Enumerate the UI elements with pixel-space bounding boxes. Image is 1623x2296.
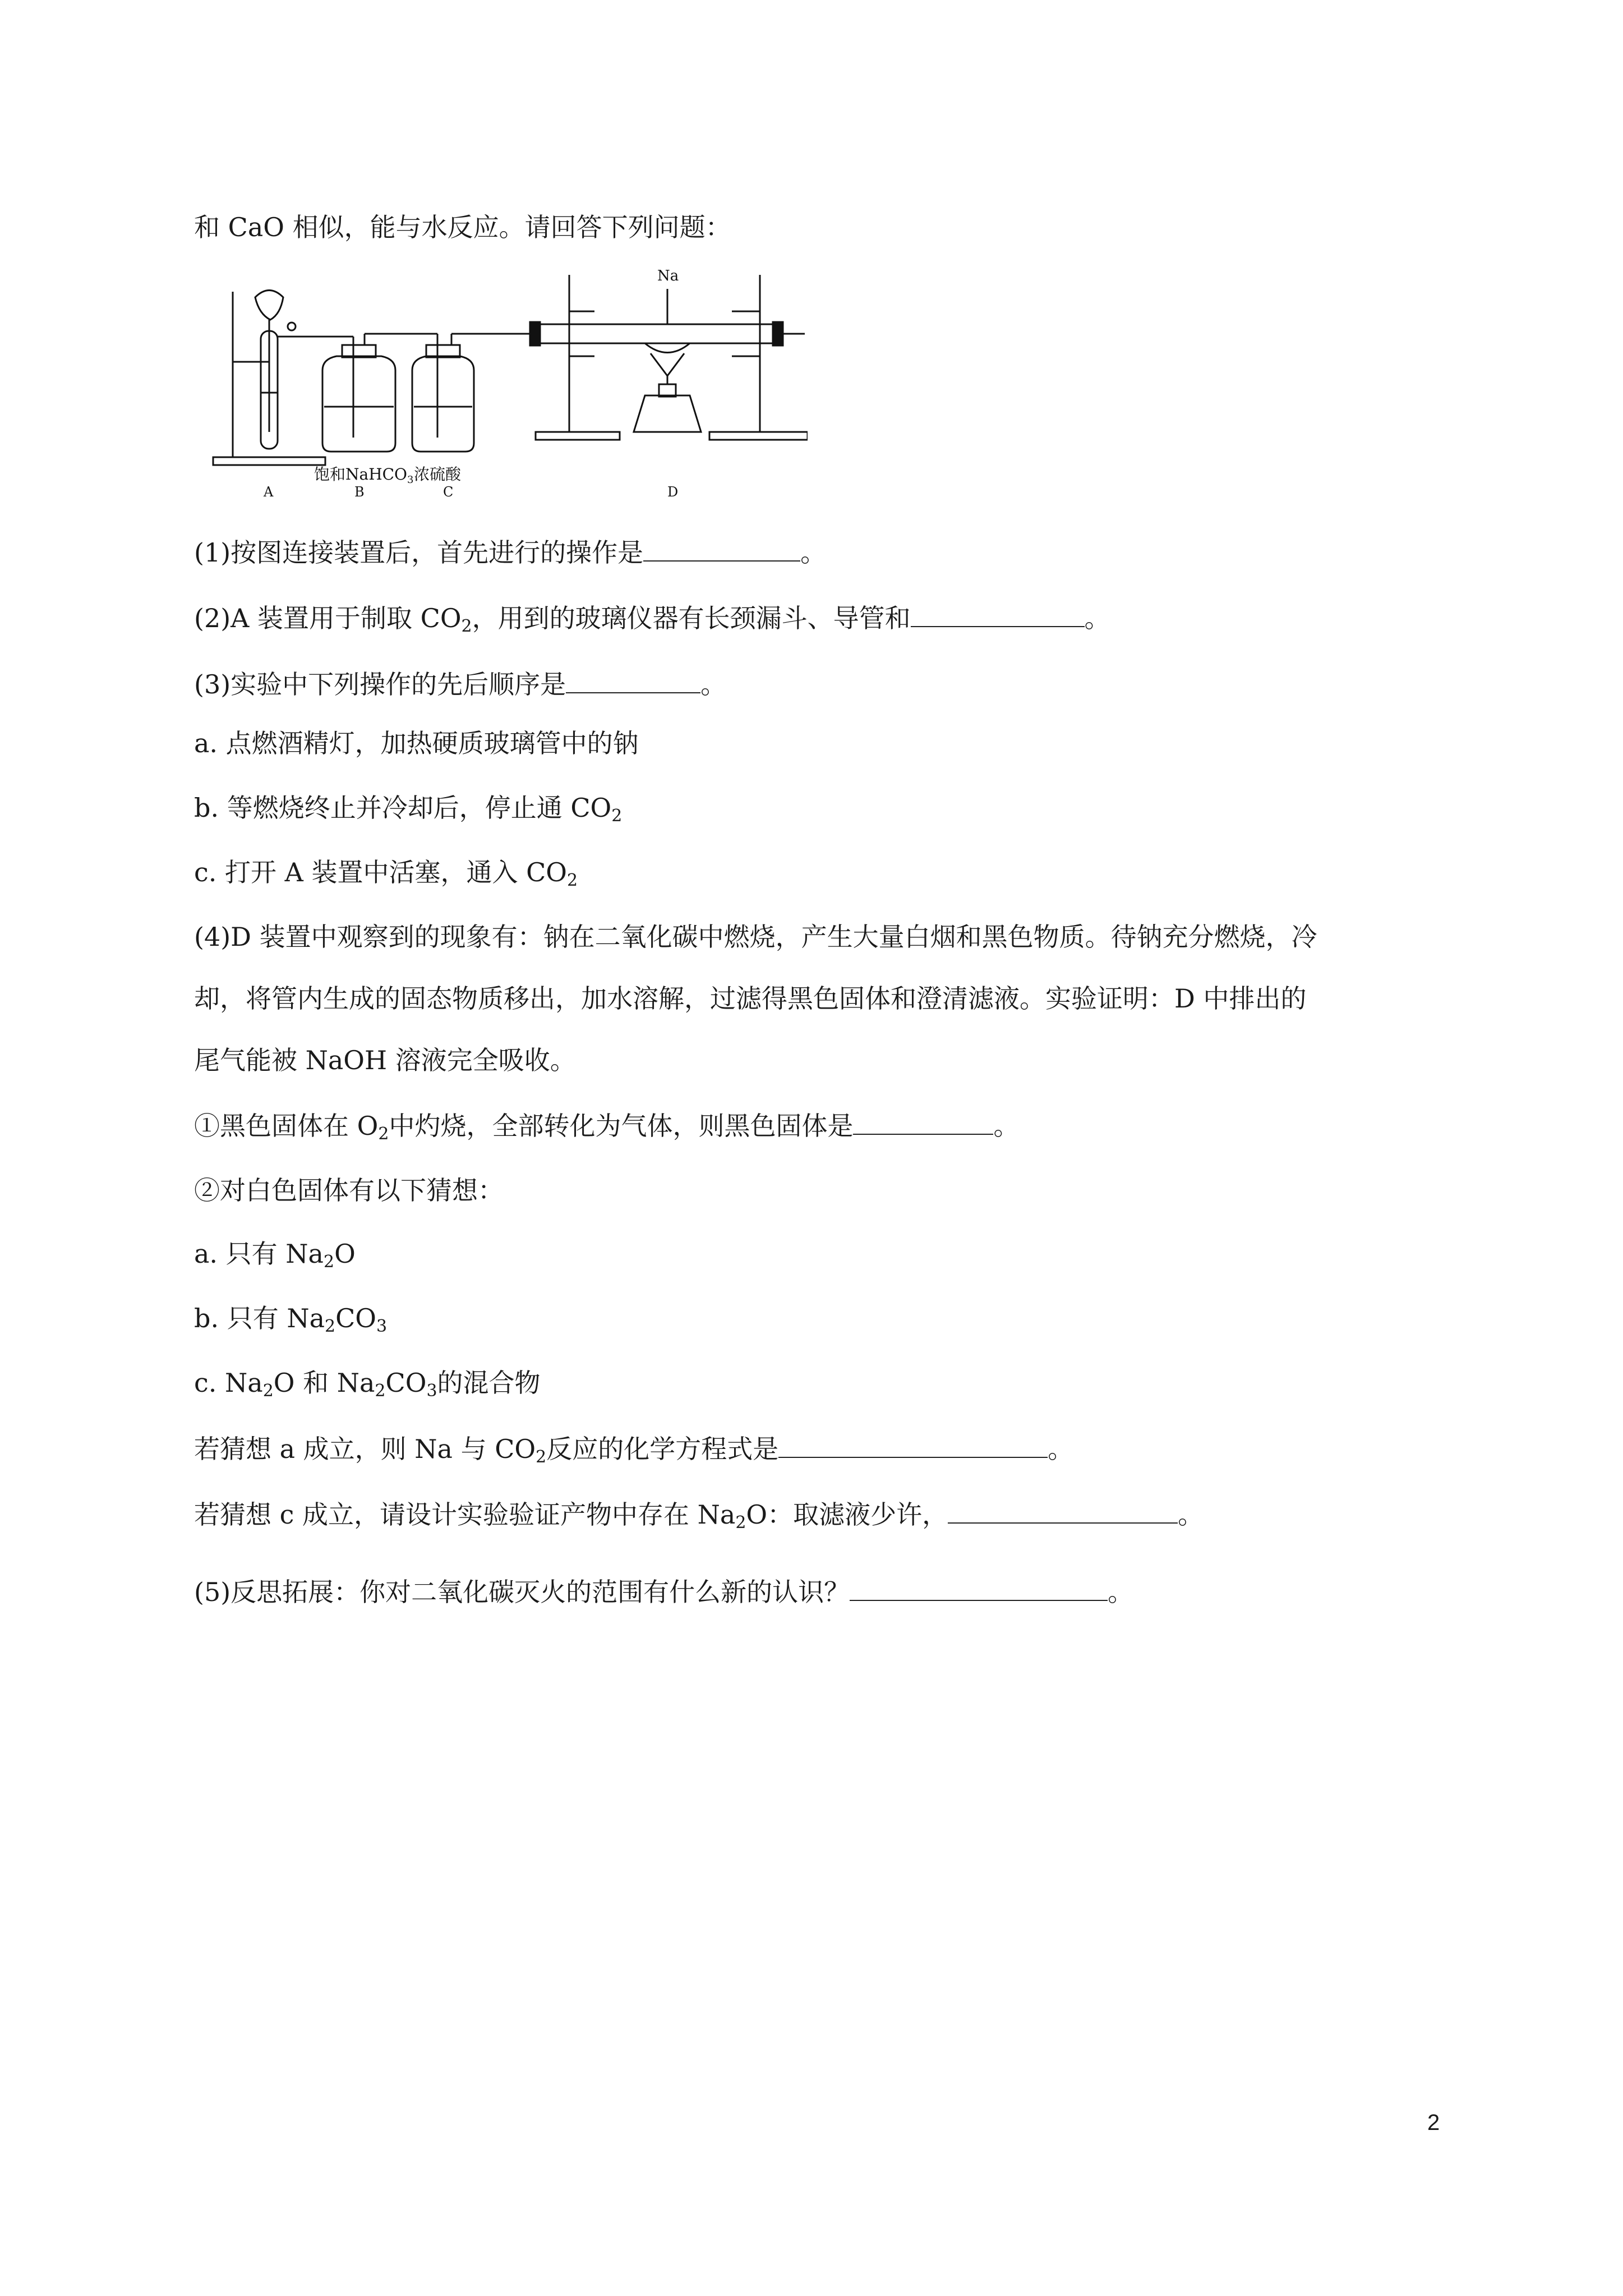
option-3c: c. 打开 A 装置中活塞，通入 $CO_2$ xyxy=(194,857,578,890)
question-1: (1)按图连接装置后，首先进行的操作是 。 xyxy=(194,537,827,568)
option-3a: a. 点燃酒精灯，加热硬质玻璃管中的钠 xyxy=(194,728,639,758)
label-b: 饱和NaHCO$_3$ xyxy=(314,465,414,486)
answer-blank-equation[interactable] xyxy=(778,1434,1048,1458)
question-3: (3)实验中下列操作的先后顺序是 。 xyxy=(194,669,727,700)
letter-c: C xyxy=(443,484,454,499)
intro-text: 和 CaO 相似，能与水反应。请回答下列问题： xyxy=(194,212,731,242)
answer-blank-3[interactable] xyxy=(566,670,700,693)
guess-b: b. 只有 $Na_2CO_3$ xyxy=(194,1303,388,1336)
apparatus-figure xyxy=(202,264,808,499)
option-3b: b. 等燃烧终止并冷却后，停止通 $CO_2$ xyxy=(194,793,623,826)
answer-blank-5[interactable] xyxy=(850,1577,1108,1601)
question-5: (5)反思拓展：你对二氧化碳灭火的范围有什么新的认识？ 。 xyxy=(194,1577,1134,1607)
if-guess-a: 若猜想 a 成立，则 Na 与 $CO_2$反应的化学方程式是 。 xyxy=(194,1434,1074,1467)
alcohol-lamp xyxy=(634,395,701,432)
letter-a: A xyxy=(264,484,274,499)
page-number: 2 xyxy=(1427,2110,1440,2135)
question-4-1: ①黑色固体在 $O_2$中灼烧，全部转化为气体，则黑色固体是 。 xyxy=(194,1111,1020,1144)
letter-b: B xyxy=(354,484,365,499)
bottle-c xyxy=(412,356,474,452)
if-guess-c: 若猜想 c 成立，请设计实验验证产物中存在 $Na_2O$：取滤液少许， 。 xyxy=(194,1499,1204,1533)
question-2: (2)A 装置用于制取 $CO_2$，用到的玻璃仪器有长颈漏斗、导管和 。 xyxy=(194,603,1110,636)
stand-base-a xyxy=(213,457,325,465)
glass-tube-d xyxy=(538,324,774,343)
na-label: Na xyxy=(657,268,679,284)
funnel-a xyxy=(255,291,283,320)
label-c: 浓硫酸 xyxy=(414,465,462,484)
guess-a: a. 只有 $Na_2O$ xyxy=(194,1239,356,1272)
answer-blank-2[interactable] xyxy=(911,604,1085,627)
bottle-b xyxy=(322,356,395,452)
guess-c: c. $Na_2O$ 和 $Na_2CO_3$的混合物 xyxy=(194,1368,541,1401)
answer-blank-1[interactable] xyxy=(643,538,800,562)
answer-blank-4-1[interactable] xyxy=(853,1111,993,1135)
question-4-2: ②对白色固体有以下猜想： xyxy=(194,1175,504,1205)
answer-blank-verify[interactable] xyxy=(948,1500,1178,1524)
question-4-line-3: 尾气能被 NaOH 溶液完全吸收。 xyxy=(194,1045,576,1075)
question-4-line-2: 却，将管内生成的固态物质移出，加水溶解，过滤得黑色固体和澄清滤液。实验证明：D 中排出的 xyxy=(194,983,1307,1014)
question-4-line-1: (4)D 装置中观察到的现象有：钠在二氧化碳中燃烧，产生大量白烟和黑色物质。待钠充分燃烧，冷 xyxy=(194,922,1317,952)
letter-d: D xyxy=(667,484,679,499)
